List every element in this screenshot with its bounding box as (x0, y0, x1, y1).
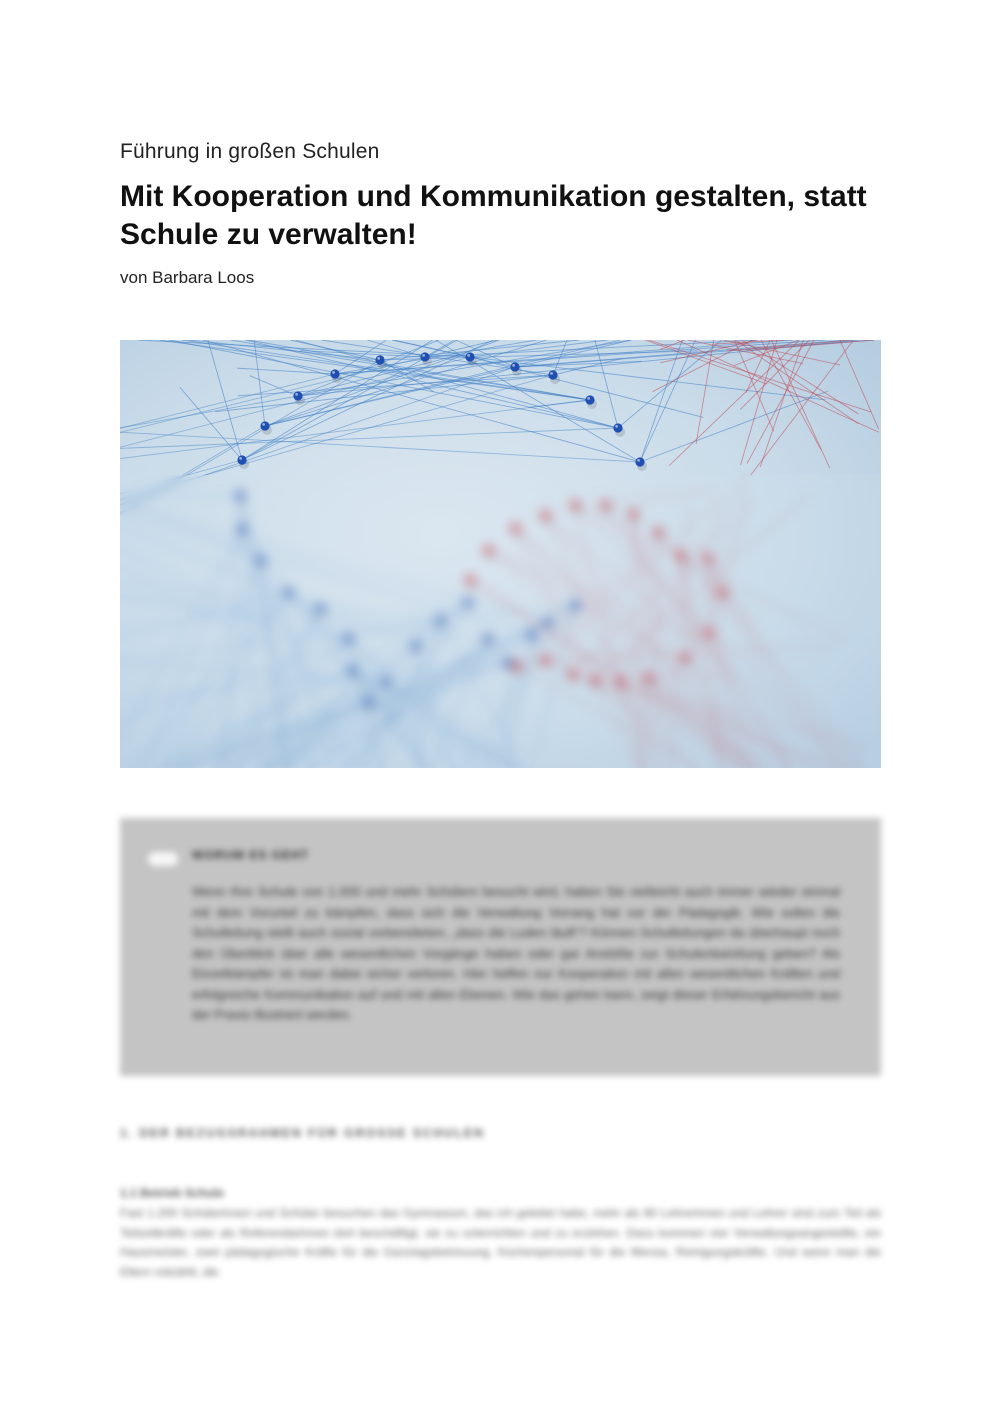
blue-pin-highlight (262, 423, 265, 426)
summary-text: Wenn Ihre Schule von 1.000 und mehr Schülern besucht wird, haben Sie vielleicht auch immer wieder einmal mit dem Vorurteil zu kämpfen, dass sich die Verwaltung Vorrang hat vor der Pädagogik. Wie sollen die Schulleitung stellt auch sozial vorbereiteten, „dass die Luden läuft“? Können Schulleitungen da überhaupt noch den Überblick über alle wesentlichen Vorgänge haben oder gar Anstöße zur Schulentwicklung geben? Als Einzelkämpfer ist man dabei sicher verloren. Hier helfen nur Kooperation mit allen wesentlichen Kräften und erfolgreiche Kommunikation auf und mit allen Ebenen. Wie das gehen kann, zeigt dieser Erfahrungsbericht aus der Praxis illustriert werden. (192, 884, 840, 1022)
blue-pin (330, 369, 339, 378)
info-pill-icon (148, 852, 178, 866)
blue-pin (465, 352, 474, 361)
section-subheading: 1.1 Betrieb Schule (120, 1186, 225, 1200)
blue-pin-highlight (637, 459, 640, 462)
blue-pin-highlight (239, 457, 242, 460)
blue-pin-highlight (295, 393, 298, 396)
blue-pin (548, 370, 557, 379)
hero-blur-overlay (120, 475, 881, 768)
article-title: Mit Kooperation und Kommunikation gestalten, statt Schule zu verwalten! (120, 180, 867, 251)
blue-pin-highlight (332, 371, 335, 374)
article-kicker: Führung in großen Schulen (120, 140, 380, 163)
blue-pin-highlight (377, 357, 380, 360)
blue-pin (420, 352, 429, 361)
blue-pin (510, 362, 519, 371)
blue-pin (375, 355, 384, 364)
blue-pin (260, 421, 269, 430)
blue-pin (293, 391, 302, 400)
blue-pin-highlight (512, 364, 515, 367)
summary-box (120, 818, 881, 1076)
blue-pin-highlight (467, 354, 470, 357)
section-heading: 1. DER BEZUGSRAHMEN FÜR GROSSE SCHULEN (120, 1126, 485, 1140)
summary-heading: WORUM ES GEHT (192, 848, 309, 862)
article-author: von Barbara Loos (120, 268, 255, 287)
hero-image (120, 340, 881, 768)
blue-pin-highlight (587, 397, 590, 400)
section-body-text: Fast 1.200 Schülerinnen und Schüler besuchen das Gymnasium, das ich geleitet habe, mehr als 80 Lehrerinnen und Lehrer sind zum Teil als Teilzeitkräfte oder als Referendarinnen dort beschäftigt, sie zu unterrichten und zu erziehen. Dazu kommen vier Verwaltungsangestellte, ein Hausmeister, zwei pädagogische Kräfte für die Ganztagsbetreuung, Küchenpersonal für die Mensa, Reinigungskräfte. Und wenn man die Eltern mitzählt, die (120, 1206, 881, 1279)
blue-pin-highlight (615, 425, 618, 428)
blue-pin-highlight (550, 372, 553, 375)
blue-pin (613, 423, 622, 432)
blue-pin (635, 457, 644, 466)
blue-pin-highlight (422, 354, 425, 357)
blue-pin (237, 455, 246, 464)
blue-pin (585, 395, 594, 404)
